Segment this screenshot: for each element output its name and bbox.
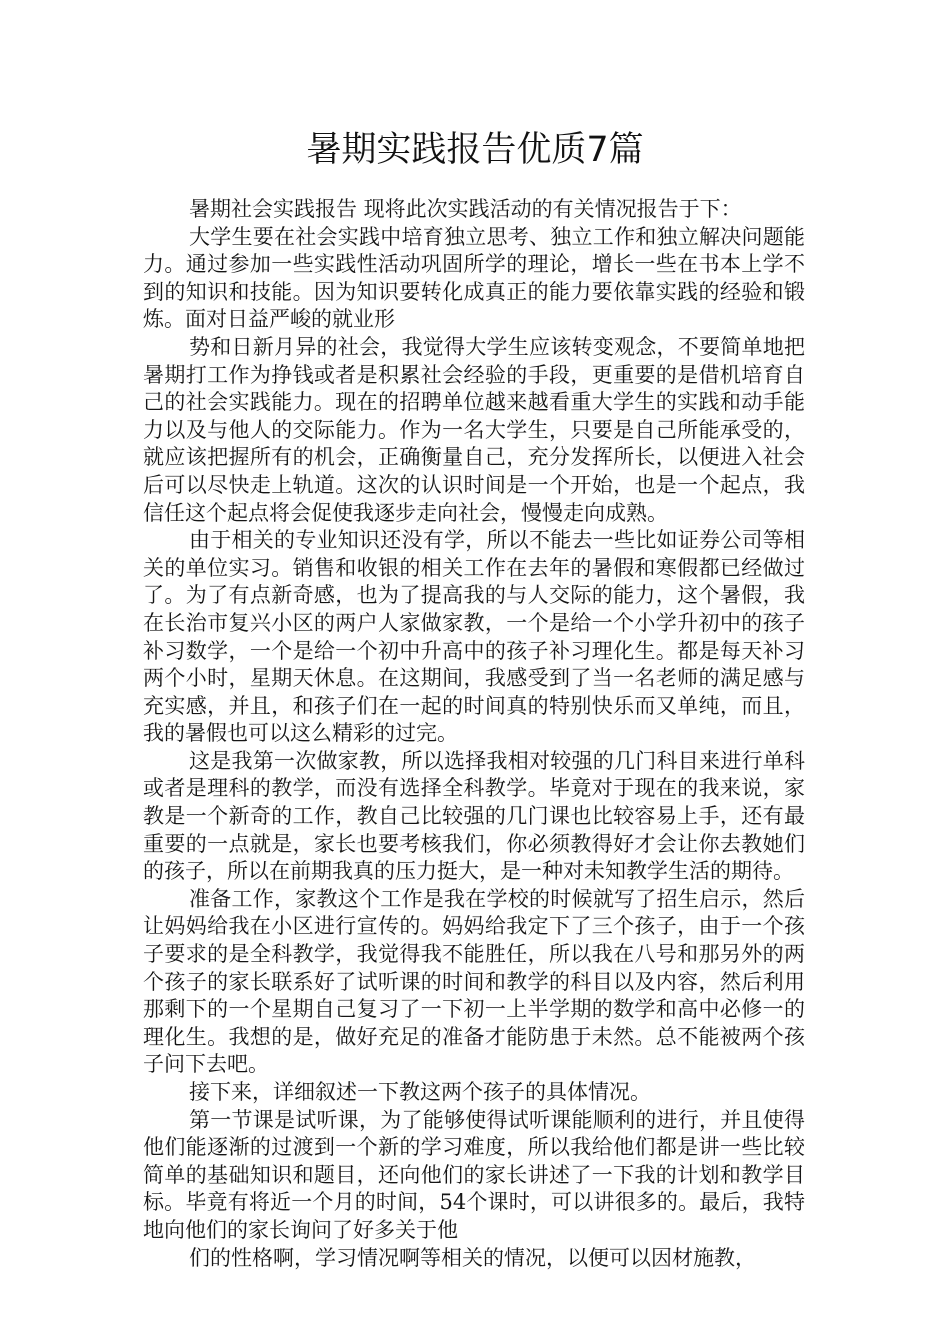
paragraph: 暑期社会实践报告 现将此次实践活动的有关情况报告于下： xyxy=(189,197,742,221)
paragraph: 接下来，详细叙述一下教这两个孩子的具体情况。 xyxy=(189,1080,651,1104)
paragraph: 由于相关的专业知识还没有学，所以不能去一些比如证券公司等相关的单位实习。销售和收银的相关工作在去年的暑假和寒假都已经做过了。为了有点新奇感，也为了提高我的与人交际的能力，这个暑假，我在长治市复兴小区的两户人家做家教，一个是给一个小学升初中的孩子补习数学，一个是给一个初中升高中的孩子补习理化生。都是每天补习两个小时，星期天休息。在这期间，我感受到了当一名老师的满足感与充实感，并且，和孩子们在一起的时间真的特别快乐而又单纯，而且，我的暑假也可以这么精彩的过完。 xyxy=(143,528,805,746)
paragraph: 这是我第一次做家教，所以选择我相对较强的几门科目来进行单科或者是理科的教学，而没有选择全科教学。毕竟对于现在的我来说，家教是一个新奇的工作，教自己比较强的几门课也比较容易上手，还有最重要的一点就是，家长也要考核我们，你必须教得好才会让你去教她们的孩子，所以在前期我真的压力挺大，是一种对未知教学生活的期待。 xyxy=(143,748,805,884)
paragraph: 准备工作，家教这个工作是我在学校的时候就写了招生启示，然后让妈妈给我在小区进行宣传的。妈妈给我定下了三个孩子，由于一个孩子要求的是全科教学，我觉得我不能胜任，所以我在八号和那另外的两个孩子的家长联系好了试听课的时间和教学的科目以及内容，然后利用那剩下的一个星期自己复习了一下初一上半学期的数学和高中必修一的理化生。我想的是，做好充足的准备才能防患于未然。总不能被两个孩子问下去吧。 xyxy=(143,886,805,1077)
paragraph: 第一节课是试听课，为了能够使得试听课能顺利的进行，并且使得他们能逐渐的过渡到一个新的学习难度，所以我给他们都是讲一些比较简单的基础知识和题目，还向他们的家长讲述了一下我的计划和教学目标。毕竟有将近一个月的时间，54个课时，可以讲很多的。最后，我特地向他们的家长询问了好多关于他 xyxy=(143,1107,805,1242)
paragraph: 大学生要在社会实践中培育独立思考、独立工作和独立解决问题能力。通过参加一些实践性活动巩固所学的理论，增长一些在书本上学不到的知识和技能。因为知识要转化成真正的能力要依靠实践的经验和锻炼。面对日益严峻的就业形 xyxy=(143,224,805,332)
paragraph: 势和日新月异的社会，我觉得大学生应该转变观念，不要简单地把暑期打工作为挣钱或者是积累社会经验的手段，更重要的是借机培育自己的社会实践能力。现在的招聘单位越来越看重大学生的实践和动手能力以及与他人的交际能力。作为一名大学生，只要是自己所能承受的，就应该把握所有的机会，正确衡量自己，充分发挥所长，以便进入社会后可以尽快走上轨道。这次的认识时间是一个开始，也是一个起点，我信任这个起点将会促使我逐步走向社会，慢慢走向成熟。 xyxy=(143,334,805,525)
paragraph: 们的性格啊，学习情况啊等相关的情况，以便可以因材施教， xyxy=(189,1245,756,1270)
document-body xyxy=(143,196,805,1272)
document-title: 暑期实践报告优质7篇 xyxy=(306,130,644,170)
